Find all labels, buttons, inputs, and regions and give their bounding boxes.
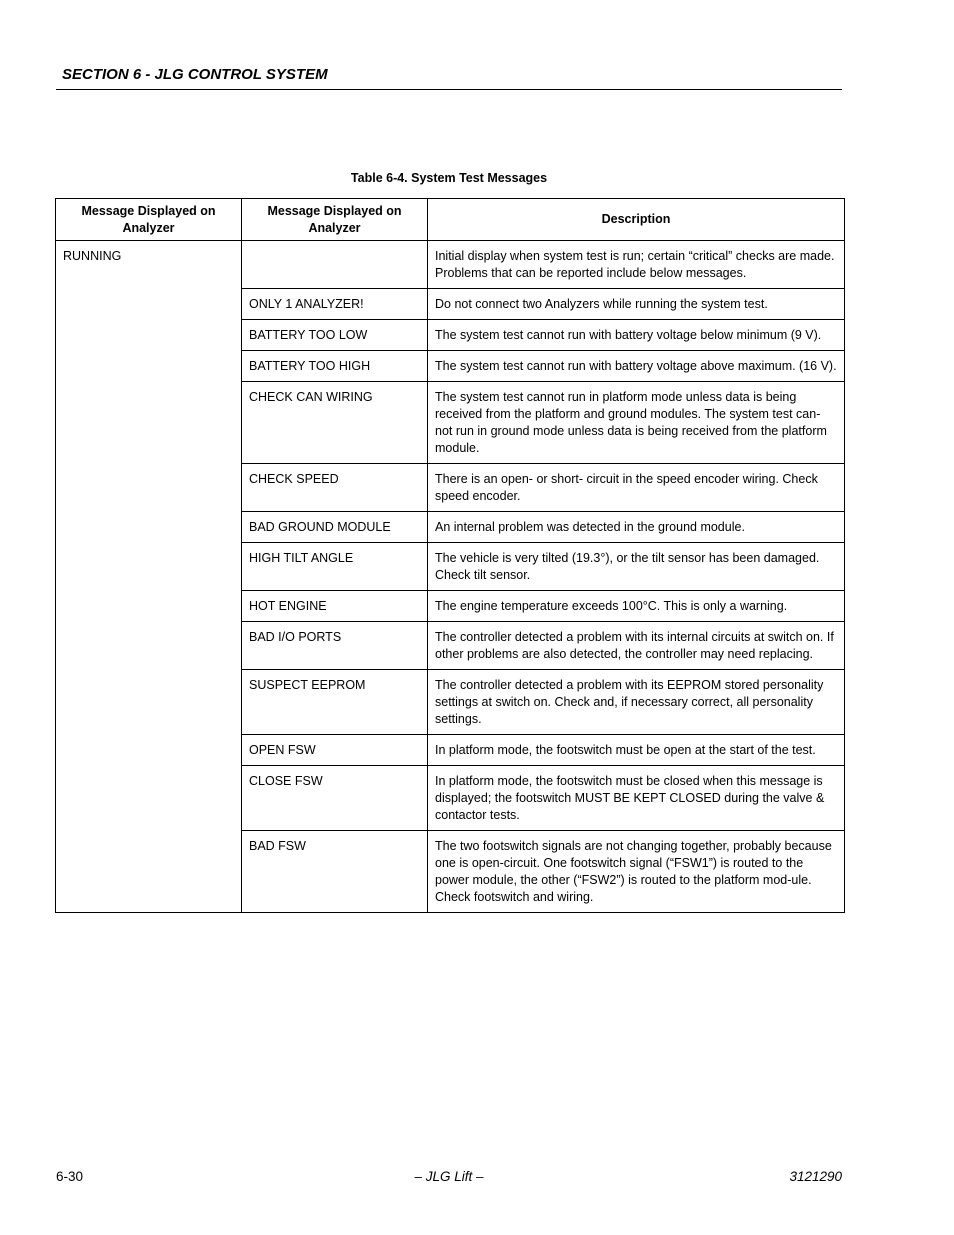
column-header-description: Description: [428, 199, 845, 241]
description-cell: In platform mode, the footswitch must be closed when this message is displayed; the footswitch MUST BE KEPT CLOSED during the valve & contactor tests.: [428, 766, 845, 831]
message-cell: BAD FSW: [242, 831, 428, 913]
description-cell: The controller detected a problem with its EEPROM stored personality settings at switch on. Check and, if necessary correct, all personality settings.: [428, 670, 845, 735]
footer-center: – JLG Lift –: [414, 1169, 484, 1184]
table-header-row: [56, 199, 845, 241]
description-cell: The system test cannot run with battery voltage below minimum (9 V).: [428, 320, 845, 351]
message-cell: BAD GROUND MODULE: [242, 512, 428, 543]
description-cell: The two footswitch signals are not changing together, probably because one is open-circuit. One footswitch signal (“FSW1”) is routed to the power module, the other (“FSW2”) is routed to the platform mod-ule. Check footswitch and wiring.: [428, 831, 845, 913]
message-cell: SUSPECT EEPROM: [242, 670, 428, 735]
message-cell: BATTERY TOO HIGH: [242, 351, 428, 382]
message-cell: CHECK SPEED: [242, 464, 428, 512]
description-cell: The system test cannot run in platform mode unless data is being received from the platform and ground modules. The system test can-not run in ground mode unless data is being received from the platform module.: [428, 382, 845, 464]
header-rule: [56, 89, 842, 90]
description-cell: The controller detected a problem with its internal circuits at switch on. If other problems are also detected, the controller may need replacing.: [428, 622, 845, 670]
description-cell: The engine temperature exceeds 100°C. This is only a warning.: [428, 591, 845, 622]
section-title: SECTION 6 - JLG CONTROL SYSTEM: [62, 66, 328, 83]
message-cell: CLOSE FSW: [242, 766, 428, 831]
message-cell: [242, 241, 428, 289]
message-cell: CHECK CAN WIRING: [242, 382, 428, 464]
table-row: [56, 241, 845, 289]
message-cell: OPEN FSW: [242, 735, 428, 766]
description-cell: In platform mode, the footswitch must be open at the start of the test.: [428, 735, 845, 766]
group-label-running: RUNNING: [56, 241, 242, 913]
system-test-messages-table: [55, 198, 845, 913]
description-cell: The vehicle is very tilted (19.3°), or the tilt sensor has been damaged. Check tilt sensor.: [428, 543, 845, 591]
description-cell: Do not connect two Analyzers while running the system test.: [428, 289, 845, 320]
description-cell: The system test cannot run with battery voltage above maximum. (16 V).: [428, 351, 845, 382]
column-header-analyzer-2: Message Displayed on Analyzer: [242, 199, 428, 241]
page-number: 6-30: [56, 1169, 84, 1184]
column-header-analyzer-1: Message Displayed on Analyzer: [56, 199, 242, 241]
description-cell: An internal problem was detected in the ground module.: [428, 512, 845, 543]
table-title: Table 6-4. System Test Messages: [350, 171, 548, 185]
doc-number: 3121290: [789, 1169, 842, 1184]
description-cell: Initial display when system test is run; certain “critical” checks are made. Problems that can be reported include below messages.: [428, 241, 845, 289]
message-cell: BAD I/O PORTS: [242, 622, 428, 670]
description-cell: There is an open- or short- circuit in the speed encoder wiring. Check speed encoder.: [428, 464, 845, 512]
message-cell: HOT ENGINE: [242, 591, 428, 622]
message-cell: BATTERY TOO LOW: [242, 320, 428, 351]
message-cell: ONLY 1 ANALYZER!: [242, 289, 428, 320]
message-cell: HIGH TILT ANGLE: [242, 543, 428, 591]
